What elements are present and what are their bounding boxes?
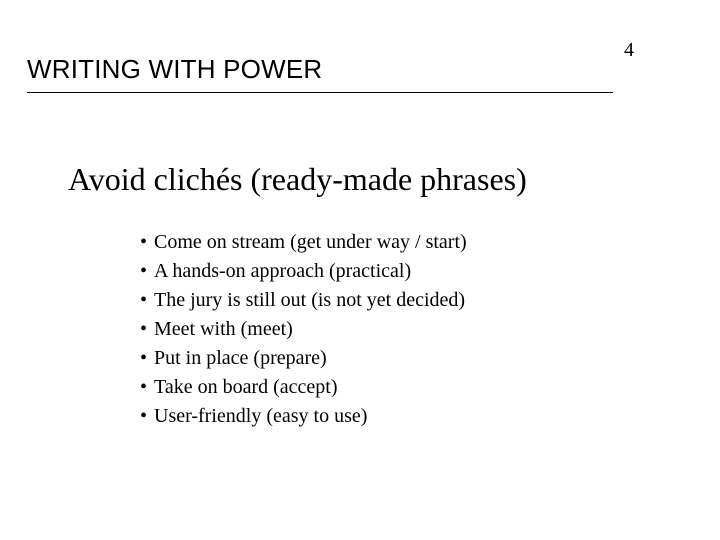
list-item-text: Meet with (meet): [154, 318, 293, 340]
page-number: 4: [624, 39, 634, 61]
bullet-marker: •: [140, 231, 148, 253]
list-item: [140, 373, 467, 402]
list-item: [140, 402, 467, 431]
list-item: [140, 228, 467, 257]
bullet-marker: •: [140, 405, 148, 427]
bullet-marker: •: [140, 347, 148, 369]
bullet-marker: •: [140, 376, 148, 398]
list-item-text: The jury is still out (is not yet decided): [154, 289, 466, 311]
slide-subtitle: Avoid clichés (ready-made phrases): [68, 161, 527, 197]
bullet-marker: •: [140, 318, 148, 340]
header-divider: [27, 92, 613, 93]
list-item: [140, 315, 467, 344]
list-item-text: Take on board (accept): [154, 376, 338, 398]
list-item: [140, 344, 467, 373]
bullet-marker: •: [140, 260, 148, 282]
list-item-text: Put in place (prepare): [154, 347, 327, 369]
list-item: [140, 286, 467, 315]
bullet-marker: •: [140, 289, 148, 311]
list-item-text: User-friendly (easy to use): [154, 405, 368, 427]
bullet-list: [140, 228, 467, 431]
list-item-text: A hands-on approach (practical): [154, 260, 412, 282]
slide-header-title: WRITING WITH POWER: [27, 54, 323, 84]
list-item-text: Come on stream (get under way / start): [154, 231, 467, 253]
list-item: [140, 257, 467, 286]
